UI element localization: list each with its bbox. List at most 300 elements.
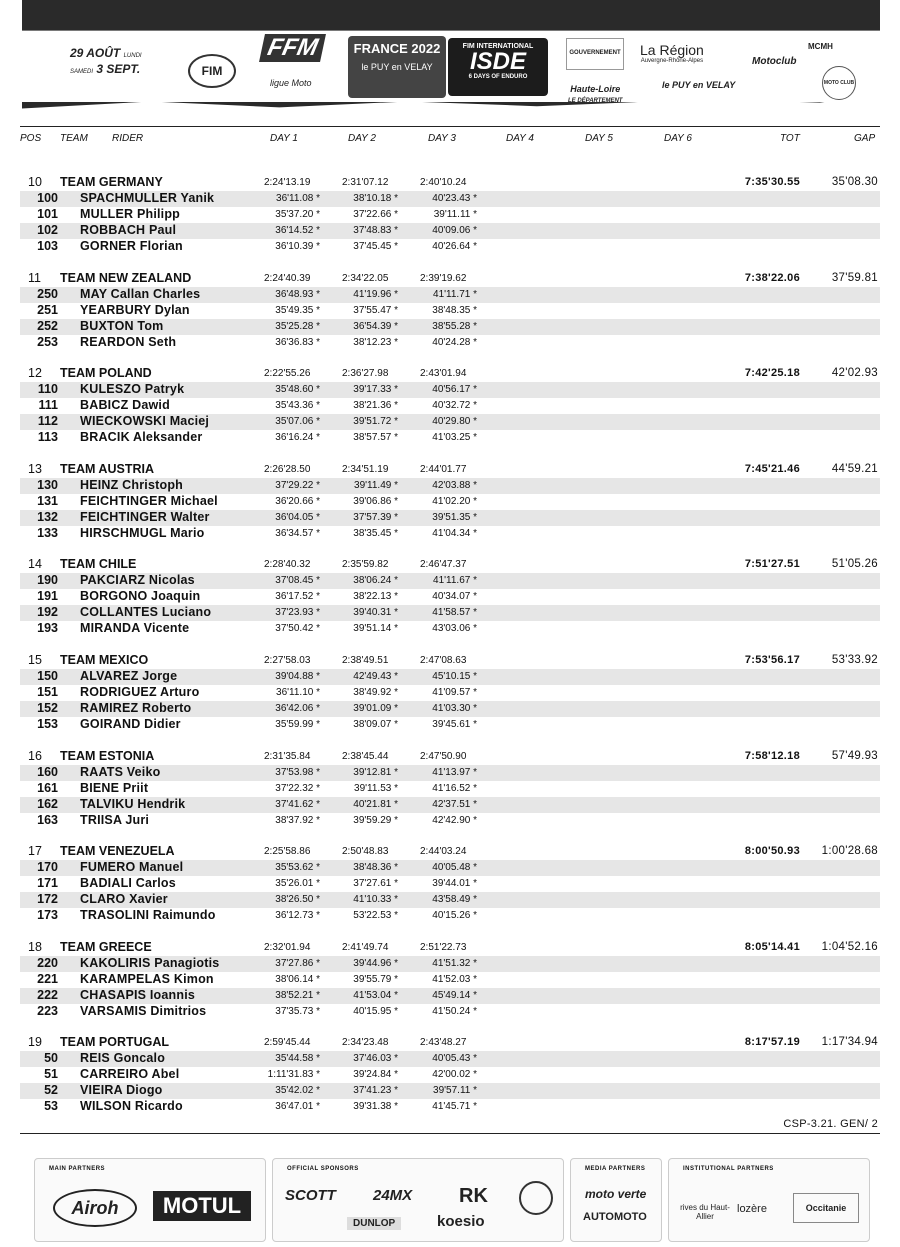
rider-row: [20, 1099, 880, 1115]
rider-day1-time: 36'34.57 *: [275, 527, 320, 539]
rider-number: 173: [37, 908, 58, 923]
24mx-logo: 24MX: [373, 1187, 413, 1204]
rider-day1-time: 38'26.50 *: [275, 894, 320, 906]
rider-name: RAMIREZ Roberto: [80, 701, 192, 715]
rider-name: GORNER Florian: [80, 239, 183, 253]
rider-number: 163: [37, 812, 58, 827]
col-day6: DAY 6: [664, 133, 692, 144]
moto-verte-logo: moto verte: [585, 1187, 647, 1201]
rider-number: 53: [44, 1099, 58, 1114]
rider-number: 160: [37, 764, 58, 779]
team-name: TEAM NEW ZEALAND: [60, 270, 192, 285]
rider-name: REARDON Seth: [80, 334, 177, 349]
team-day2-time: 2:41'49.74: [342, 941, 389, 953]
rider-day2-time: 39'06.86 *: [353, 495, 398, 507]
rider-row: [20, 494, 880, 510]
motul-logo: MOTUL: [153, 1191, 251, 1221]
rider-day2-time: 39'11.49 *: [354, 479, 398, 491]
rider-row: [20, 717, 880, 733]
col-day1: DAY 1: [270, 133, 298, 144]
rider-day2-time: 53'22.53 *: [353, 910, 398, 922]
haute-loire-name: Haute-Loire: [570, 84, 621, 94]
rider-day2-time: 40'15.95 *: [353, 1005, 398, 1017]
france-2022-logo: [348, 36, 446, 98]
rider-day3-time: 40'32.72 *: [432, 400, 477, 412]
rider-day3-time: 41'03.25 *: [432, 432, 477, 444]
rider-name: CARREIRO Abel: [80, 1067, 180, 1082]
team-day1-time: 2:31'35.84: [264, 750, 311, 762]
rider-day2-time: 38'09.07 *: [353, 719, 398, 730]
team-day3-time: 2:46'47.37: [420, 559, 467, 571]
team-total-time: 7:42'25.18: [744, 367, 800, 380]
rider-name: HIRSCHMUGL Mario: [80, 525, 205, 540]
official-sponsors-label: OFFICIAL SPONSORS: [287, 1166, 359, 1172]
team-row: [0, 653, 900, 669]
rider-day1-time: 36'11.08 *: [276, 193, 320, 204]
rider-row: [20, 605, 880, 621]
rider-name: KULESZO Patryk: [80, 382, 185, 397]
rider-day3-time: 39'44.01 *: [432, 878, 477, 890]
team-day2-time: 2:34'23.48: [342, 1037, 389, 1049]
team-gap: 57'49.93: [831, 749, 878, 762]
rider-day3-time: 38'55.28 *: [432, 320, 477, 332]
rider-day1-time: 36'17.52 *: [275, 591, 320, 603]
lozere-logo: lozère: [737, 1203, 767, 1215]
team-day1-time: 2:22'55.26: [264, 368, 311, 380]
rider-name: TRIISA Juri: [80, 812, 150, 827]
rider-day1-time: 36'47.01 *: [275, 1101, 320, 1113]
rider-name: FEICHTINGER Walter: [80, 509, 210, 524]
rider-day3-time: 43'58.49 *: [432, 894, 477, 906]
team-row: [0, 271, 900, 287]
le-puy-text: le PUY en VELAY: [361, 62, 433, 72]
team-position: 13: [28, 461, 42, 476]
rider-name: BORGONO Joaquin: [80, 589, 201, 604]
ligue-moto-logo: ligue Moto: [270, 78, 312, 88]
rider-row: [20, 621, 880, 637]
rider-day1-time: 35'26.01 *: [275, 878, 320, 890]
rider-row: [20, 701, 880, 717]
rider-row: [20, 860, 880, 876]
rider-number: 251: [37, 302, 58, 317]
rider-number: 112: [37, 414, 58, 429]
team-position: 16: [28, 748, 42, 763]
rider-row: [20, 972, 880, 988]
team-position: 12: [28, 366, 42, 381]
rider-number: 253: [37, 334, 58, 349]
gouvernement-logo: GOUVERNEMENT: [566, 38, 624, 70]
rider-day1-time: 35'43.36 *: [275, 400, 320, 412]
motoclub-logo: Motoclub: [752, 56, 797, 67]
rider-number: 110: [37, 382, 58, 397]
ffm-logo: FFM: [259, 34, 326, 62]
team-name: TEAM ESTONIA: [60, 748, 155, 763]
rider-number: 193: [37, 621, 58, 636]
dunlop-logo: DUNLOP: [347, 1217, 401, 1230]
rider-name: VARSAMIS Dimitrios: [80, 1003, 207, 1018]
col-pos: POS: [20, 133, 42, 144]
date-start: 29 AOÛT: [70, 46, 121, 60]
team-total-time: 7:51'27.51: [744, 558, 800, 571]
team-row: [0, 366, 900, 382]
rider-day2-time: 39'01.09 *: [353, 703, 398, 714]
rider-number: 221: [37, 971, 58, 986]
rider-day1-time: 35'53.62 *: [275, 862, 320, 874]
team-day2-time: 2:38'49.51: [342, 655, 389, 666]
rider-name: BUXTON Tom: [80, 318, 164, 333]
rider-number: 130: [37, 477, 58, 492]
rider-row: [20, 239, 880, 255]
rider-day1-time: 37'35.73 *: [275, 1005, 320, 1017]
team-day1-time: 2:25'58.86: [264, 846, 311, 858]
rider-day3-time: 45'10.15 *: [432, 671, 477, 682]
team-gap: 37'59.81: [831, 271, 878, 284]
rider-number: 52: [44, 1083, 58, 1098]
team-day1-time: 2:26'28.50: [264, 463, 311, 475]
rider-day3-time: 42'42.90 *: [432, 814, 477, 826]
rider-day2-time: 39'24.84 *: [353, 1069, 398, 1081]
rider-day2-time: 39'51.14 *: [353, 623, 398, 635]
rider-day2-time: 39'59.29 *: [353, 814, 398, 826]
rider-row: [20, 781, 880, 797]
rider-day1-time: 35'44.58 *: [275, 1053, 320, 1065]
team-day2-time: 2:50'48.83: [342, 846, 389, 858]
rider-number: 151: [37, 685, 58, 699]
team-name: TEAM VENEZUELA: [60, 844, 175, 859]
rider-day2-time: 38'22.13 *: [353, 591, 398, 603]
rider-number: 100: [37, 191, 58, 205]
rider-day2-time: 38'49.92 *: [353, 687, 398, 698]
rider-day2-time: 40'21.81 *: [353, 798, 398, 810]
rider-name: YEARBURY Dylan: [80, 302, 190, 317]
rider-name: COLLANTES Luciano: [80, 605, 212, 620]
rider-day3-time: 40'05.48 *: [432, 862, 477, 874]
rider-row: [20, 956, 880, 972]
rider-number: 102: [37, 223, 58, 237]
rider-day1-time: 35'59.99 *: [275, 719, 320, 730]
agglo-puy-logo: le PUY en VELAY: [662, 80, 736, 90]
rider-row: [20, 303, 880, 319]
team-day1-time: 2:24'40.39: [264, 272, 311, 284]
rider-name: FUMERO Manuel: [80, 860, 184, 875]
rider-number: 192: [37, 605, 58, 620]
rider-day1-time: 37'29.22 *: [275, 479, 320, 491]
rider-row: [20, 876, 880, 892]
col-gap: GAP: [854, 133, 876, 144]
rider-day1-time: 36'10.39 *: [275, 241, 320, 252]
rider-day3-time: 40'09.06 *: [432, 225, 477, 236]
rider-day2-time: 41'19.96 *: [353, 288, 398, 300]
rider-day1-time: 35'48.60 *: [275, 384, 320, 396]
rider-row: [20, 1004, 880, 1020]
team-position: 14: [28, 557, 42, 572]
rider-name: WIECKOWSKI Maciej: [80, 414, 210, 429]
rider-day3-time: 41'50.24 *: [432, 1005, 477, 1017]
haute-loire-sub: LE DÉPARTEMENT: [568, 98, 623, 104]
rider-day3-time: 38'48.35 *: [432, 304, 477, 316]
rider-day3-time: 45'49.14 *: [432, 989, 477, 1001]
rider-number: 51: [44, 1067, 58, 1082]
date-start-day: LUNDI: [123, 53, 142, 59]
rider-name: REIS Goncalo: [80, 1051, 166, 1066]
team-row: [0, 1035, 900, 1051]
rider-number: 170: [37, 860, 58, 875]
rider-name: CLARO Xavier: [80, 892, 168, 907]
rider-day1-time: 37'53.98 *: [275, 766, 320, 778]
six-days-text: 6 DAYS OF ENDURO: [468, 74, 528, 80]
rider-row: [20, 685, 880, 701]
rider-day2-time: 36'54.39 *: [353, 320, 398, 332]
rider-row: [20, 1067, 880, 1083]
rider-day1-time: 36'14.52 *: [275, 225, 320, 236]
team-row: [0, 175, 900, 191]
rider-number: 252: [37, 318, 58, 333]
rider-row: [20, 223, 880, 239]
rider-day3-time: 43'03.06 *: [432, 623, 477, 635]
team-total-time: 8:17'57.19: [744, 1036, 800, 1049]
rider-row: [20, 207, 880, 223]
rider-day2-time: 38'48.36 *: [353, 862, 398, 874]
rider-row: [20, 908, 880, 924]
rider-name: PAKCIARZ Nicolas: [80, 573, 195, 588]
rider-number: 172: [37, 892, 58, 907]
rider-row: [20, 382, 880, 398]
rider-number: 50: [44, 1051, 58, 1066]
rider-day1-time: 36'16.24 *: [275, 432, 320, 444]
rider-name: TRASOLINI Raimundo: [80, 908, 216, 923]
rk-logo: RK: [459, 1185, 488, 1207]
rider-day2-time: 37'57.39 *: [353, 511, 398, 523]
rider-day1-time: 37'08.45 *: [275, 575, 320, 587]
team-name: TEAM POLAND: [60, 366, 152, 381]
institutional-partners-label: INSTITUTIONAL PARTNERS: [683, 1166, 774, 1172]
rider-day2-time: 37'55.47 *: [353, 304, 398, 316]
rider-name: ALVAREZ Jorge: [80, 669, 178, 683]
team-gap: 1:04'52.16: [821, 940, 878, 953]
team-name: TEAM GERMANY: [60, 175, 163, 189]
col-day3: DAY 3: [428, 133, 456, 144]
team-day2-time: 2:38'45.44: [342, 750, 389, 762]
rider-name: MULLER Philipp: [80, 207, 181, 221]
team-day3-time: 2:47'50.90: [420, 750, 467, 762]
rider-row: [20, 1051, 880, 1067]
rider-number: 161: [37, 780, 58, 795]
airoh-logo: Airoh: [53, 1189, 137, 1227]
rider-row: [20, 589, 880, 605]
rider-day1-time: 39'04.88 *: [275, 671, 320, 682]
team-row: [0, 557, 900, 573]
team-gap: 35'08.30: [831, 176, 878, 188]
date-end: 3 SEPT.: [96, 62, 141, 76]
rider-day3-time: 41'16.52 *: [432, 782, 477, 794]
col-rider: RIDER: [112, 133, 144, 144]
rider-day3-time: 40'23.43 *: [432, 193, 477, 204]
team-day3-time: 2:43'48.27: [420, 1037, 467, 1049]
rider-number: 133: [37, 525, 58, 540]
rider-name: MIRANDA Vicente: [80, 621, 190, 636]
footer-divider: [20, 1133, 880, 1134]
team-day1-time: 2:28'40.32: [264, 559, 311, 571]
rider-day2-time: 42'49.43 *: [353, 671, 398, 682]
team-name: TEAM GREECE: [60, 939, 152, 954]
rider-day2-time: 39'17.33 *: [353, 384, 398, 396]
team-gap: 44'59.21: [831, 462, 878, 475]
team-day2-time: 2:36'27.98: [342, 368, 389, 380]
rider-number: 113: [37, 430, 58, 445]
team-name: TEAM MEXICO: [60, 653, 149, 667]
team-day3-time: 2:39'19.62: [420, 272, 467, 284]
team-gap: 1:00'28.68: [821, 845, 878, 858]
rider-day3-time: 41'13.97 *: [432, 766, 477, 778]
rider-number: 250: [37, 286, 58, 301]
rider-day3-time: 40'34.07 *: [432, 591, 477, 603]
sponsor-badge-logo: [519, 1181, 553, 1215]
team-position: 18: [28, 939, 42, 954]
team-day2-time: 2:31'07.12: [342, 177, 389, 188]
team-row: [0, 844, 900, 860]
event-dates: [70, 47, 142, 79]
rider-number: 103: [37, 239, 58, 253]
rider-day3-time: 42'37.51 *: [432, 798, 477, 810]
rider-number: 111: [38, 398, 58, 413]
isde-logo: [448, 38, 548, 96]
rider-day1-time: 35'25.28 *: [275, 320, 320, 332]
rider-day1-time: 37'27.86 *: [275, 957, 320, 969]
team-day1-time: 2:32'01.94: [264, 941, 311, 953]
rider-number: 101: [37, 207, 58, 221]
rider-day2-time: 37'46.03 *: [353, 1053, 398, 1065]
france-2022-text: FRANCE 2022: [353, 41, 441, 56]
rider-day1-time: 37'41.62 *: [275, 798, 320, 810]
rider-number: 191: [37, 589, 58, 604]
rider-number: 150: [37, 669, 58, 683]
rider-row: [20, 813, 880, 829]
rider-row: [20, 191, 880, 207]
results-column-header: [20, 126, 880, 147]
col-team: TEAM: [60, 133, 88, 144]
rider-row: [20, 988, 880, 1004]
rider-name: CHASAPIS Ioannis: [80, 987, 196, 1002]
rider-row: [20, 510, 880, 526]
team-position: 15: [28, 653, 42, 667]
rider-row: [20, 478, 880, 494]
rider-name: HEINZ Christoph: [80, 477, 183, 492]
rider-row: [20, 1083, 880, 1099]
rider-row: [20, 669, 880, 685]
rider-row: [20, 414, 880, 430]
rider-day2-time: 37'41.23 *: [353, 1085, 398, 1097]
rider-row: [20, 335, 880, 351]
team-total-time: 7:53'56.17: [744, 654, 800, 666]
rider-day2-time: 41'10.33 *: [353, 894, 398, 906]
rider-number: 162: [37, 796, 58, 811]
rider-day3-time: 40'29.80 *: [432, 416, 477, 428]
rider-day1-time: 37'23.93 *: [275, 607, 320, 619]
rider-row: [20, 319, 880, 335]
rider-day3-time: 41'02.20 *: [432, 495, 477, 507]
rider-number: 131: [37, 493, 58, 508]
rider-day3-time: 40'05.43 *: [432, 1053, 477, 1065]
region-logo: [640, 42, 704, 64]
rider-day2-time: 39'55.79 *: [353, 973, 398, 985]
rider-day2-time: 38'35.45 *: [353, 527, 398, 539]
rider-day1-time: 35'37.20 *: [275, 209, 320, 220]
rider-day3-time: 40'26.64 *: [432, 241, 477, 252]
rider-name: TALVIKU Hendrik: [80, 796, 186, 811]
rider-day3-time: 39'11.11 *: [433, 209, 477, 220]
rider-day3-time: 41'09.57 *: [432, 687, 477, 698]
haute-loire-logo: [568, 84, 622, 104]
rider-day2-time: 37'22.66 *: [353, 209, 398, 220]
fim-international-text: FIM INTERNATIONAL: [462, 43, 534, 50]
rider-day2-time: 39'40.31 *: [353, 607, 398, 619]
rider-number: 152: [37, 701, 58, 715]
rider-day3-time: 41'03.30 *: [432, 703, 477, 714]
rider-number: 171: [37, 876, 58, 891]
rider-day2-time: 39'51.72 *: [353, 416, 398, 428]
rider-day3-time: 41'04.34 *: [432, 527, 477, 539]
rider-day2-time: 39'12.81 *: [353, 766, 398, 778]
rider-name: BABICZ Dawid: [80, 398, 170, 413]
region-sub: Auvergne-Rhône-Alpes: [640, 58, 704, 64]
rider-day2-time: 39'11.53 *: [354, 782, 398, 794]
occitanie-logo: Occitanie: [793, 1193, 859, 1223]
team-name: TEAM CHILE: [60, 557, 137, 572]
rider-day1-time: 36'11.10 *: [276, 687, 320, 698]
rider-day1-time: 36'42.06 *: [275, 703, 320, 714]
team-total-time: 7:38'22.06: [744, 271, 800, 284]
rider-day3-time: 40'15.26 *: [432, 910, 477, 922]
rider-day1-time: 38'06.14 *: [275, 973, 320, 985]
rider-row: [20, 765, 880, 781]
rider-day3-time: 42'00.02 *: [432, 1069, 477, 1081]
rider-number: 223: [37, 1003, 58, 1018]
team-day2-time: 2:34'22.05: [342, 272, 389, 284]
col-day4: DAY 4: [506, 133, 534, 144]
rider-day2-time: 38'12.23 *: [353, 336, 398, 348]
rider-day1-time: 36'48.93 *: [275, 288, 320, 300]
rider-name: KARAMPELAS Kimon: [80, 971, 214, 986]
rider-row: [20, 430, 880, 446]
team-position: 11: [28, 270, 41, 285]
rider-name: FEICHTINGER Michael: [80, 493, 218, 508]
team-day3-time: 2:47'08.63: [420, 655, 467, 666]
team-row: [0, 940, 900, 956]
mcmh-logo: MCMH: [808, 42, 833, 51]
team-gap: 42'02.93: [831, 367, 878, 380]
team-day3-time: 2:43'01.94: [420, 368, 467, 380]
team-total-time: 7:35'30.55: [744, 176, 800, 188]
rider-day3-time: 41'51.32 *: [432, 957, 477, 969]
header-banner: [22, 0, 880, 118]
rider-row: [20, 892, 880, 908]
rider-day2-time: 38'10.18 *: [353, 193, 398, 204]
team-total-time: 8:00'50.93: [744, 845, 800, 858]
rider-day1-time: 35'07.06 *: [275, 416, 320, 428]
rider-day2-time: 37'48.83 *: [353, 225, 398, 236]
rider-day3-time: 40'24.28 *: [432, 336, 477, 348]
automoto-logo: AUTOMOTO: [583, 1211, 647, 1223]
team-day1-time: 2:27'58.03: [264, 655, 311, 666]
fim-logo: FIM: [188, 54, 236, 88]
rider-name: RAATS Veiko: [80, 764, 161, 779]
rider-name: VIEIRA Diogo: [80, 1083, 163, 1098]
rider-day1-time: 38'52.21 *: [275, 989, 320, 1001]
rider-day2-time: 38'21.36 *: [353, 400, 398, 412]
rider-number: 132: [37, 509, 58, 524]
team-position: 10: [28, 175, 42, 189]
rider-row: [20, 797, 880, 813]
